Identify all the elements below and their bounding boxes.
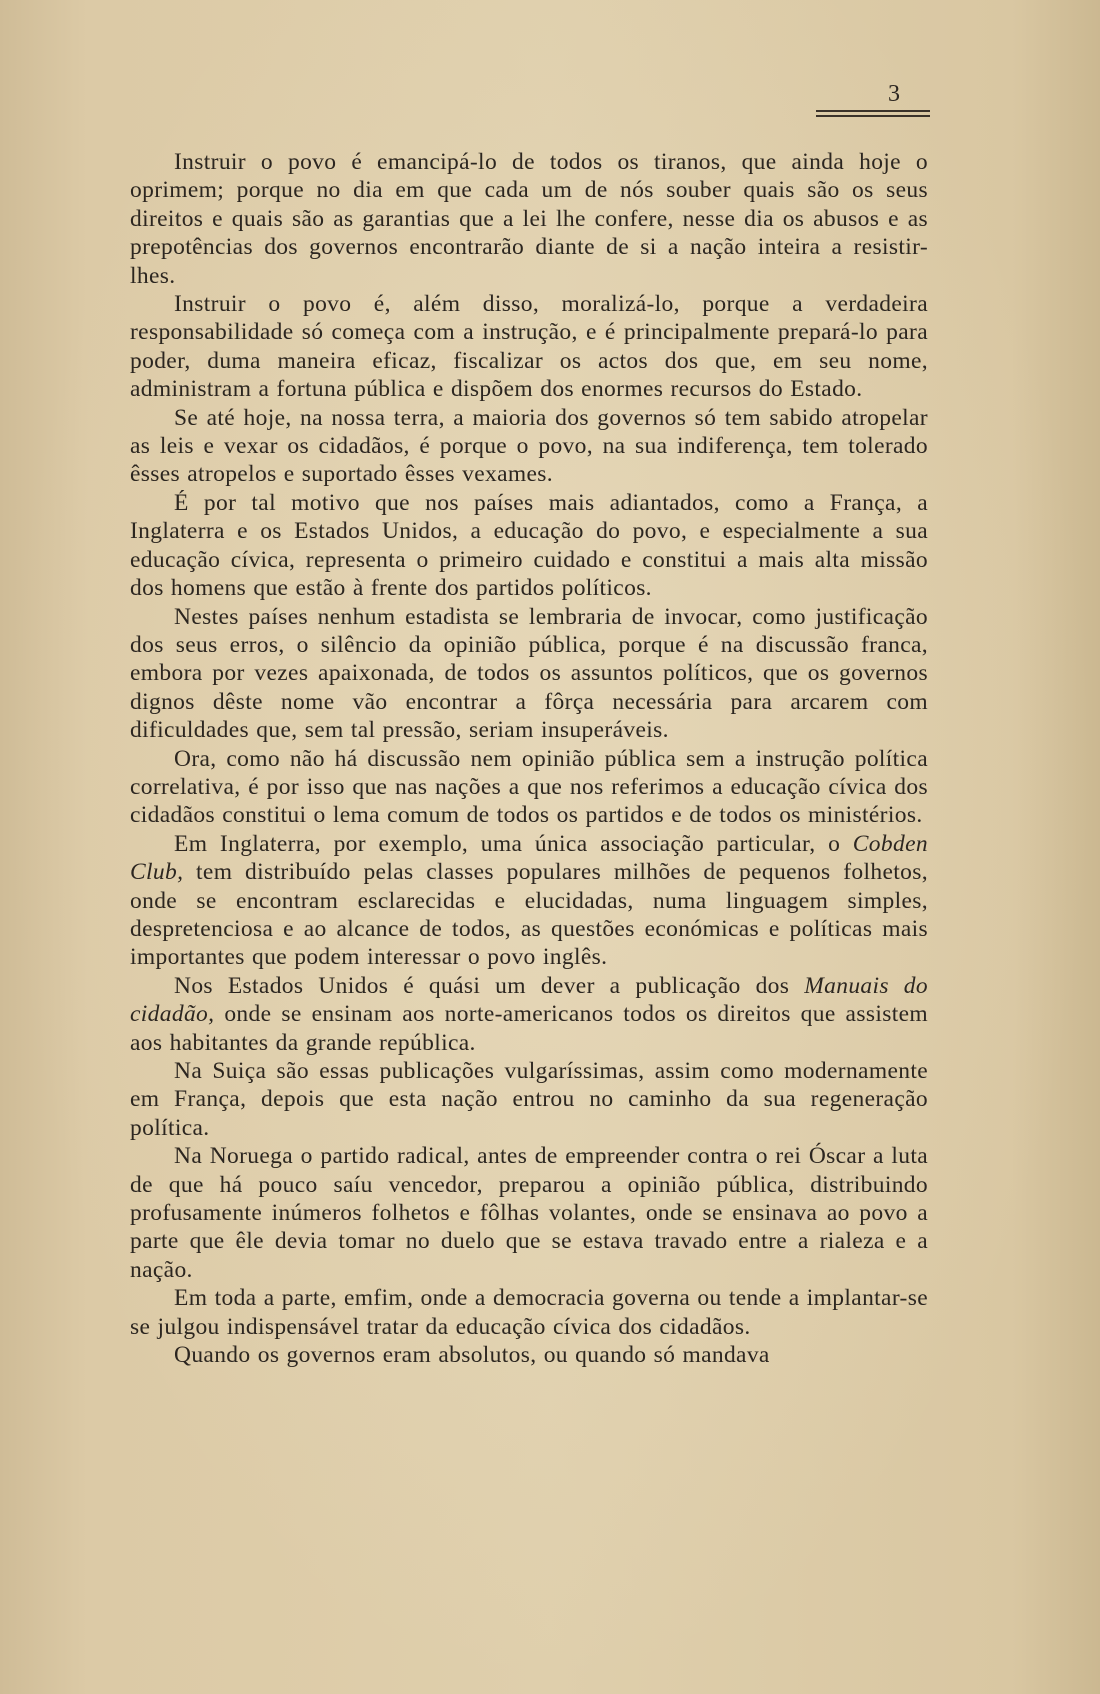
cobden-club-title: Cobden Club, <box>130 830 928 886</box>
paragraph-8 <box>130 972 928 1057</box>
paragraph-2: Instruir o povo é, além disso, moralizá-lo, porque a verdadeira responsabilidade só começa com a instrução, e é principalmente prepará-lo para poder, duma maneira eficaz, fiscalizar os actos dos que, em seu nome, administram a fortuna pública e dispõem dos enormes recursos do Estado. <box>130 291 928 403</box>
paragraph-8-text-end: onde se ensinam aos norte-americanos todos os direitos que assistem aos habitantes da grande república. <box>130 1001 928 1056</box>
paragraph-12: Quando os governos eram absolutos, ou quando só mandava <box>174 1342 770 1369</box>
header-rule-bottom <box>816 115 930 117</box>
manuais-do-cidadao-title: Manuais do cidadão, <box>130 972 929 1028</box>
page-number: 3 <box>888 81 900 107</box>
paragraph-11: Em toda a parte, emfim, onde a democracia governa ou tende a implantar-se se julgou indispensável tratar da educação cívica dos cidadãos. <box>130 1285 928 1340</box>
paragraph-7-text-start: Em Inglaterra, por exemplo, uma única associação particular, o <box>174 830 853 857</box>
paragraph-4: É por tal motivo que nos países mais adiantados, como a França, a Inglaterra e os Estados Unidos, a educação do povo, e especialmente a sua educação cívica, representa o primeiro cuidado e constitui a mais alta missão dos homens que estão à frente dos partidos políticos. <box>130 489 928 602</box>
paragraph-7 <box>130 830 928 972</box>
paragraph-9: Na Suiça são essas publicações vulgaríssimas, assim como modernamente em França, depois que esta nação entrou no caminho da sua regeneração política. <box>130 1058 928 1141</box>
paragraph-3: Se até hoje, na nossa terra, a maioria dos governos só tem sabido atropelar as leis e vexar os cidadãos, é porque o povo, na sua indiferença, tem tolerado êsses atropelos e suportado êsses vexames. <box>130 404 928 488</box>
paragraph-7-text-end: tem distribuído pelas classes populares milhões de pequenos folhetos, onde se encontram esclarecidas e elucidadas, numa linguagem simples, despretenciosa e ao alcance de todos, as questões económicas e políticas mais importantes que podem interessar o povo inglês. <box>130 859 928 971</box>
body-text <box>130 148 928 1369</box>
page-header <box>816 82 930 117</box>
paragraph-5: Nestes países nenhum estadista se lembraria de invocar, como justificação dos seus erros, o silêncio da opinião pública, porque é na discussão franca, embora por vezes apaixonada, de todos os assuntos políticos, que os governos dignos dêste nome vão encontrar a fôrça necessária para arcarem com dificuldades que, sem tal pressão, seriam insuperáveis. <box>130 603 928 744</box>
paragraph-10: Na Noruega o partido radical, antes de empreender contra o rei Óscar a luta de que há pouco saíu vencedor, preparou a opinião pública, distribuindo profusamente inúmeros folhetos e fôlhas volantes, onde se ensinava ao povo a parte que êle devia tomar no duelo que se estava travado entre a rialeza e a nação. <box>130 1143 928 1283</box>
paragraph-6: Ora, como não há discussão nem opinião pública sem a instrução política correlativa, é por isso que nas nações a que nos referimos a educação cívica dos cidadãos constitui o lema comum de todos os partidos e de todos os ministérios. <box>130 745 928 829</box>
paragraph-1: Instruir o povo é emancipá-lo de todos os tiranos, que ainda hoje o oprimem; porque no dia em que cada um de nós souber quais são os seus direitos e quais são as garantias que a lei lhe confere, nesse dia os abusos e as prepotências dos governos encontrarão diante de si a nação inteira a resistir-lhes. <box>130 149 928 289</box>
paragraph-8-text-start: Nos Estados Unidos é quási um dever a publicação dos <box>174 972 805 999</box>
header-rule-top <box>816 110 930 112</box>
